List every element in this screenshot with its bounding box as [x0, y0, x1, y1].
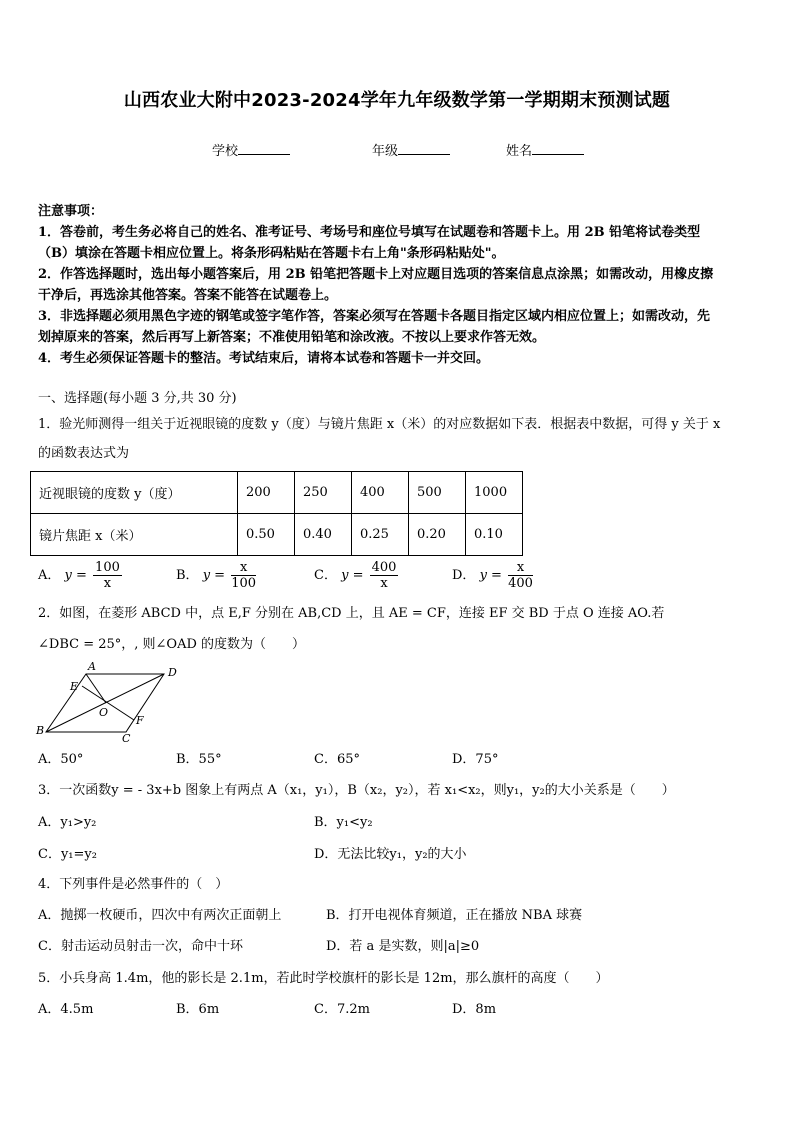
q5-option-a: A．4.5m	[38, 1002, 94, 1017]
notes-line: 4．考生必须保证答题卡的整洁。考试结束后，请将本试卷和答题卡一并交回。	[38, 351, 490, 366]
table-cell: 0.40	[295, 514, 352, 556]
q5-option-d: D．8m	[452, 1002, 497, 1017]
q3-option-a: A．y₁>y₂	[38, 815, 97, 830]
table-row	[31, 472, 523, 514]
notes-heading: 注意事项：	[38, 204, 104, 219]
q1-option-c: C． y = $\frac{400}{x}$	[314, 560, 397, 591]
label-a: A	[88, 660, 96, 673]
q2-option-b: B．55°	[176, 752, 222, 767]
table-cell: 0.25	[352, 514, 409, 556]
fraction: $\frac{x}{100}$	[231, 560, 257, 591]
school-blank	[238, 140, 290, 155]
table-cell: 0.10	[466, 514, 523, 556]
label-o: O	[99, 706, 109, 719]
segment-ao	[86, 674, 106, 703]
rhombus-figure	[34, 660, 184, 744]
grade-label: 年级	[372, 144, 399, 159]
grade-blank	[398, 140, 450, 155]
section-heading: 一、选择题(每小题 3 分,共 30 分)	[38, 391, 237, 406]
notes-line: （B）填涂在答题卡相应位置上。将条形码粘贴在答题卡右上角"条形码粘贴处"。	[38, 246, 505, 261]
table-cell: 1000	[466, 472, 523, 514]
school-field	[212, 140, 290, 159]
q4-option-b: B．打开电视体育频道，正在播放 NBA 球赛	[326, 908, 583, 923]
q1-option-b: B． y = $\frac{x}{100}$	[176, 560, 257, 591]
q4-option-c: C．射击运动员射击一次，命中十环	[38, 939, 243, 954]
q5-option-c: C．7.2m	[314, 1002, 370, 1017]
notes-line: 1．答卷前，考生务必将自己的姓名、准考证号、考场号和座位号填写在试题卷和答题卡上。用 2B 铅笔将试卷类型	[38, 225, 701, 240]
label-b: B	[36, 724, 45, 737]
q1-option-d: D． y = $\frac{x}{400}$	[452, 560, 533, 591]
table-cell: 400	[352, 472, 409, 514]
fraction: $\frac{100}{x}$	[95, 560, 120, 591]
q3-text: 3．一次函数y = - 3x+b 图象上有两点 A（x₁，y₁），B（x₂，y₂），若 x₁<x₂，则y₁，y₂的大小关系是（ ）	[38, 783, 675, 798]
table-row	[31, 514, 523, 556]
q3-option-b: B．y₁<y₂	[314, 815, 373, 830]
table-cell: 250	[295, 472, 352, 514]
q3-option-c: C．y₁=y₂	[38, 847, 97, 862]
fraction: $\frac{400}{x}$	[371, 560, 397, 591]
name-label: 姓名	[506, 144, 533, 159]
table-cell: 200	[238, 472, 295, 514]
label-c: C	[122, 732, 131, 744]
name-blank	[532, 140, 584, 155]
label-d: D	[168, 666, 177, 679]
q1-option-a: A． y = $\frac{100}{x}$	[38, 560, 120, 591]
label-e: E	[70, 680, 79, 693]
q1-table	[30, 471, 523, 556]
q2-option-d: D．75°	[452, 752, 499, 767]
grade-field	[372, 140, 450, 159]
q4-option-d: D．若 a 是实数，则|a|≥0	[326, 939, 480, 954]
notes-line: 干净后，再选涂其他答案。答案不能答在试题卷上。	[38, 288, 338, 303]
q2-text-cont: ∠DBC = 25°，, 则∠OAD 的度数为（ ）	[38, 637, 306, 652]
fraction: $\frac{x}{400}$	[508, 560, 533, 591]
table-header-cell: 镜片焦距 x（米）	[31, 514, 238, 556]
table-cell: 500	[409, 472, 466, 514]
q5-option-b: B．6m	[176, 1002, 220, 1017]
q1-text-cont: 的函数表达式为	[38, 446, 130, 461]
q2-option-c: C．65°	[314, 752, 360, 767]
q2-text: 2．如图，在菱形 ABCD 中，点 E,F 分别在 AB,CD 上，且 AE = CF，连接 EF 交 BD 于点 O 连接 AO.若	[38, 606, 665, 621]
diagonal-bd	[46, 674, 164, 732]
table-header-cell: 近视眼镜的度数 y（度）	[31, 472, 238, 514]
name-field	[506, 140, 584, 159]
q4-text: 4．下列事件是必然事件的（ ）	[38, 877, 229, 892]
table-cell: 0.20	[409, 514, 466, 556]
q5-text: 5．小兵身高 1.4m，他的影长是 2.1m，若此时学校旗杆的影长是 12m，那么旗杆的高度（ ）	[38, 971, 609, 986]
notes-line: 划掉原来的答案，然后再写上新答案；不准使用铅笔和涂改液。不按以上要求作答无效。	[38, 330, 546, 345]
q4-option-a: A．抛掷一枚硬币，四次中有两次正面朝上	[38, 908, 282, 923]
label-f: F	[136, 714, 144, 727]
school-label: 学校	[212, 144, 239, 159]
notes-line: 3．非选择题必须用黑色字迹的钢笔或签字笔作答，答案必须写在答题卡各题目指定区域内相应位置上；如需改动，先	[38, 309, 711, 324]
q3-option-d: D．无法比较y₁，y₂的大小	[314, 847, 467, 862]
q2-option-a: A．50°	[38, 752, 84, 767]
q1-text: 1．验光师测得一组关于近视眼镜的度数 y（度）与镜片焦距 x（米）的对应数据如下表．根据表中数据，可得 y 关于 x	[38, 417, 721, 432]
notes-line: 2．作答选择题时，选出每小题答案后，用 2B 铅笔把答题卡上对应题目选项的答案信息点涂黑；如需改动，用橡皮擦	[38, 267, 714, 282]
page-title: 山西农业大附中2023-2024学年九年级数学第一学期期末预测试题	[123, 90, 671, 111]
table-cell: 0.50	[238, 514, 295, 556]
